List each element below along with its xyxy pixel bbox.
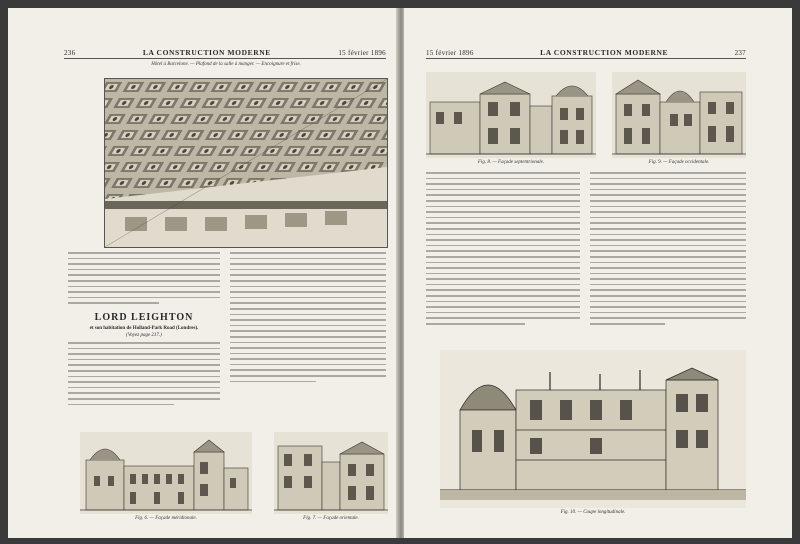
figure-8-caption: Fig. 8. — Façade septentrionale. bbox=[477, 160, 545, 165]
ceiling-caption: Hôtel à Barcelone. — Plafond de la salle à manger. — Encoignure et frise. bbox=[151, 62, 301, 67]
article-reference: (Voyez page 217.) bbox=[126, 333, 162, 338]
ceiling-illustration bbox=[105, 79, 387, 247]
right-header-rule bbox=[426, 58, 746, 59]
figure-10-caption: Fig. 10. — Coupe longitudinale. bbox=[560, 510, 626, 515]
ceiling-engraving bbox=[104, 78, 388, 248]
figure-10-coupe-longitudinale bbox=[440, 350, 746, 508]
left-header-rule bbox=[64, 58, 386, 59]
figure-8-facade-septentrionale bbox=[426, 72, 596, 158]
right-col-text-block bbox=[230, 252, 386, 386]
article-title: LORD LEIGHTON bbox=[94, 312, 194, 323]
right-running-title: LA CONSTRUCTION MODERNE bbox=[540, 48, 669, 57]
right-page-number: 237 bbox=[734, 49, 746, 57]
facade-south-drawing bbox=[80, 432, 252, 514]
magazine-spread bbox=[8, 8, 792, 538]
right-page bbox=[404, 8, 792, 538]
figure-9-facade-occidentale bbox=[612, 72, 746, 158]
figure-9-caption: Fig. 9. — Façade occidentale. bbox=[648, 160, 710, 165]
left-running-title: LA CONSTRUCTION MODERNE bbox=[142, 48, 271, 57]
longitudinal-section-drawing bbox=[440, 350, 746, 508]
left-col-text-block-2 bbox=[68, 342, 220, 409]
facade-west-drawing bbox=[612, 72, 746, 158]
right-page-date: 15 février 1896 bbox=[426, 49, 474, 57]
article-subtitle: et son habitation de Holland-Park Road (Londres). bbox=[89, 326, 199, 331]
right-page-header bbox=[426, 48, 746, 57]
left-page-number: 236 bbox=[64, 49, 76, 57]
right-page-col-1-text bbox=[426, 172, 580, 329]
left-page-date: 15 février 1896 bbox=[338, 49, 386, 57]
figure-6-facade-meridionale bbox=[80, 432, 252, 514]
right-page-col-2-text bbox=[590, 172, 746, 329]
figure-7-caption: Fig. 7. — Façade orientale. bbox=[303, 516, 359, 521]
left-page bbox=[8, 8, 398, 538]
left-col-text-block-1 bbox=[68, 252, 220, 308]
left-page-header bbox=[64, 48, 386, 57]
facade-east-drawing bbox=[274, 432, 388, 514]
figure-7-facade-orientale bbox=[274, 432, 388, 514]
figure-6-caption: Fig. 6. — Façade méridionale. bbox=[135, 516, 197, 521]
facade-north-drawing bbox=[426, 72, 596, 158]
